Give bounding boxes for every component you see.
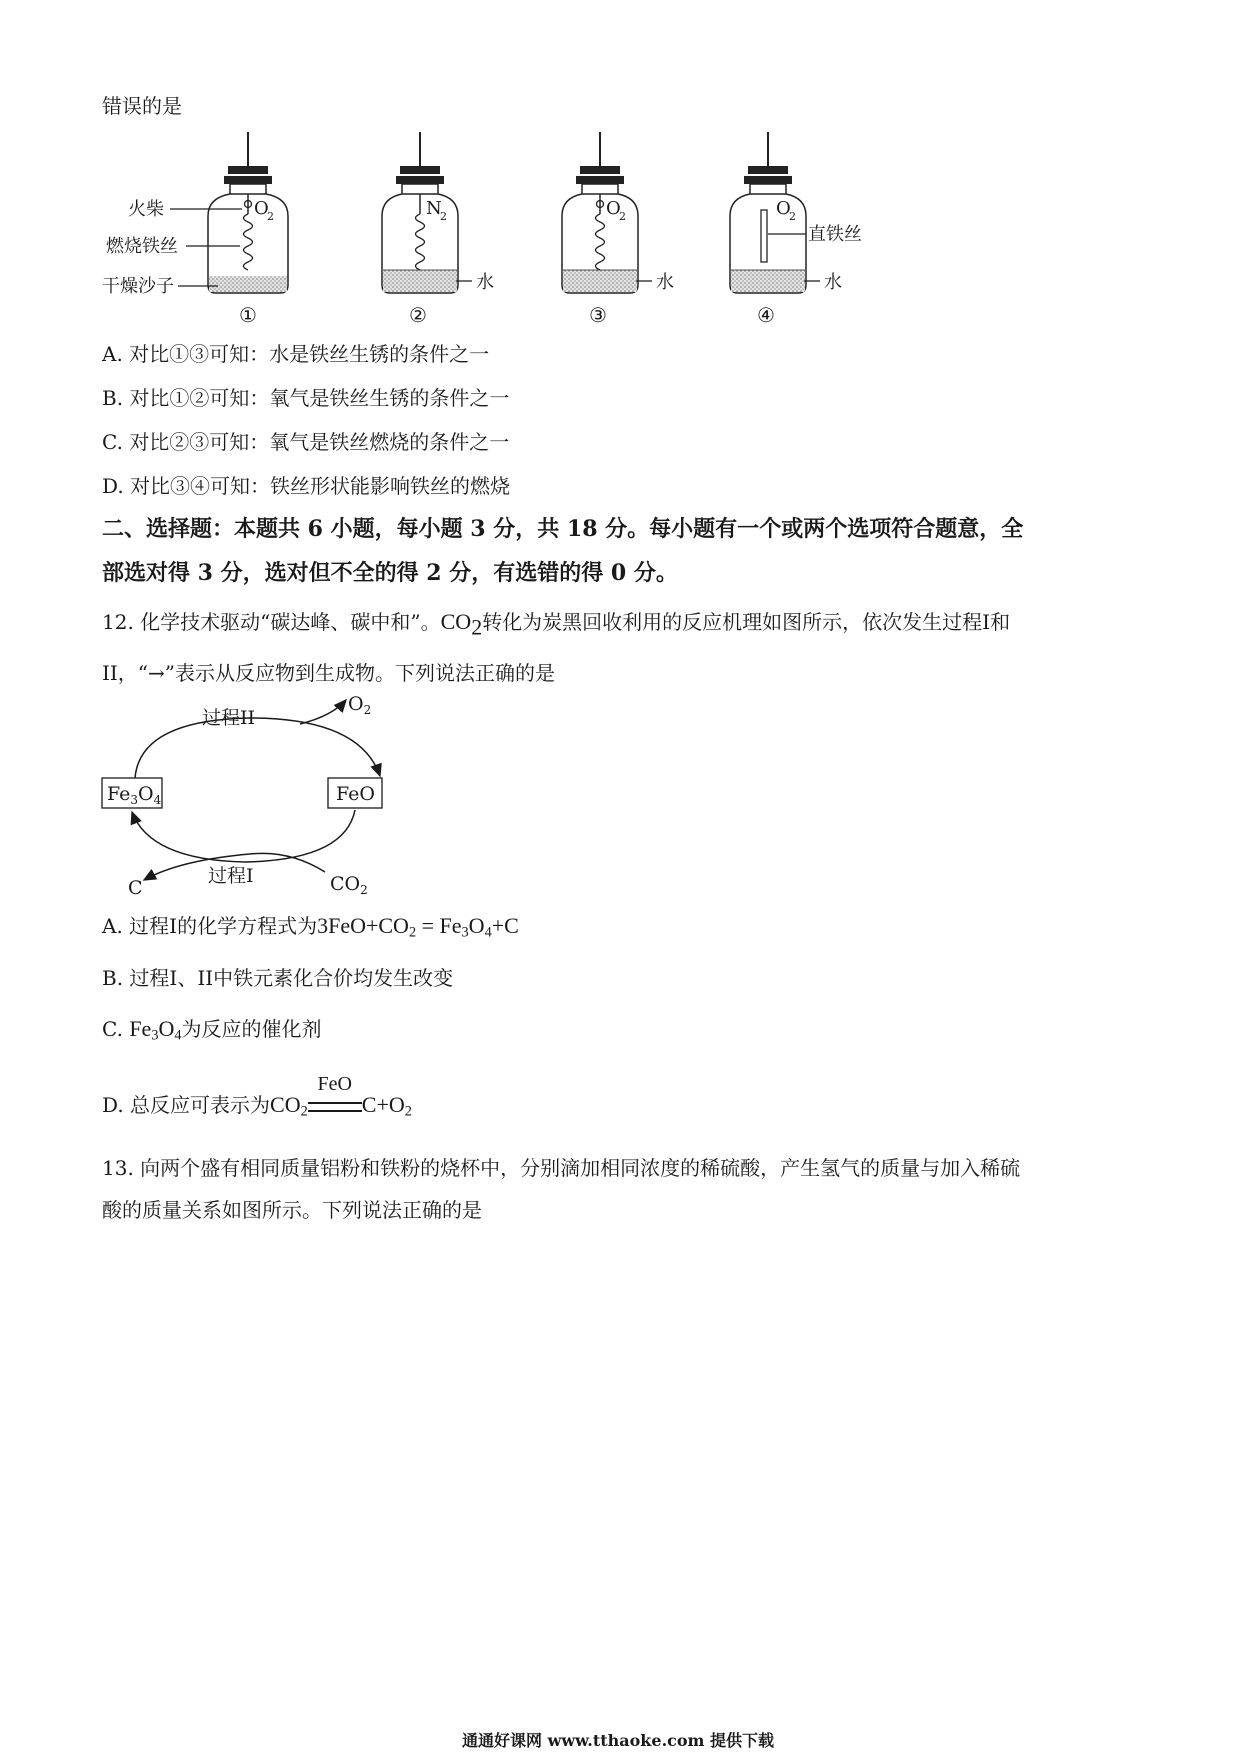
c-label: C [128, 877, 143, 899]
feo-node: FeO [336, 783, 375, 805]
q12-option-a: A. 过程I的化学方程式为$3FeO+CO_2 = Fe_3O_4+C$ [102, 913, 519, 941]
catalyst-equals-sign: FeO [308, 1096, 362, 1112]
q13-stem-line1: 13. 向两个盛有相同质量铝粉和铁粉的烧杯中，分别滴加相同浓度的稀硫酸，产生氢气的质量与加入稀硫 [102, 1156, 1021, 1180]
jar-2 [382, 132, 494, 327]
jar1-number: ① [239, 303, 257, 327]
jar3-gas-label: O [606, 198, 621, 219]
jar2-gas-label: N [426, 198, 442, 219]
jar4-gas-label: O [776, 198, 791, 219]
q13-stem-line2: 酸的质量关系如图所示。下列说法正确的是 [102, 1198, 482, 1222]
jar-experiment-figure [100, 130, 920, 330]
q12-option-b: B. 过程I、II中铁元素化合价均发生改变 [102, 966, 454, 990]
jar-4 [730, 132, 862, 327]
jar-3 [562, 132, 674, 327]
process1-label: 过程I [208, 865, 254, 887]
jar2-number: ② [409, 303, 427, 327]
process2-label: 过程II [202, 707, 256, 729]
q12-stem-line1: 12. 化学技术驱动“碳达峰、碳中和”。$CO_2$转化为炭黑回收利用的反应机理如图所示，依次发生过程I和 [102, 609, 1011, 640]
jar2-water-label: 水 [476, 272, 494, 293]
q11-option-d: D. 对比③④可知：铁丝形状能影响铁丝的燃烧 [102, 474, 511, 498]
straight-wire-label: 直铁丝 [808, 224, 862, 245]
co2-label: $CO_2$ [330, 873, 368, 897]
footer-watermark: 通通好课网 www.tthaoke.com 提供下载 [462, 1731, 775, 1750]
q11-option-c: C. 对比②③可知：氧气是铁丝燃烧的条件之一 [102, 430, 510, 454]
q11-option-a: A. 对比①③可知：水是铁丝生锈的条件之一 [102, 342, 490, 366]
svg-text:2: 2 [440, 210, 447, 223]
fe3o4-node: $Fe_3O_4$ [107, 783, 162, 807]
section2-header-line2: 部选对得 3 分，选对但不全的得 2 分，有选错的得 0 分。 [102, 560, 678, 586]
section2-header-line1: 二、选择题：本题共 6 小题，每小题 3 分，共 18 分。每小题有一个或两个选项符合题意，全 [102, 516, 1024, 542]
match-label: 火柴 [128, 199, 164, 220]
intro-text: 错误的是 [102, 94, 182, 118]
q12-option-c: C. $Fe_3O_4$为反应的催化剂 [102, 1016, 322, 1044]
svg-text:2: 2 [789, 210, 796, 223]
wire-label: 燃烧铁丝 [106, 236, 178, 257]
q11-option-b: B. 对比①②可知：氧气是铁丝生锈的条件之一 [102, 386, 510, 410]
jar-1 [102, 132, 288, 327]
svg-text:2: 2 [619, 210, 626, 223]
sand-label: 干燥沙子 [102, 276, 174, 297]
q12-option-d: D. 总反应可表示为$CO_2$ FeO $C+O_2$ [102, 1073, 412, 1120]
q12-stem-line2: II，“→”表示从反应物到生成物。下列说法正确的是 [102, 661, 556, 685]
reaction-cycle-diagram [100, 690, 420, 900]
o2-label: $O_2$ [348, 693, 372, 717]
jar3-number: ③ [589, 303, 607, 327]
jar4-water-label: 水 [824, 272, 842, 293]
svg-text:2: 2 [267, 210, 274, 223]
jar1-gas-label: O [254, 198, 269, 219]
jar4-number: ④ [757, 303, 775, 327]
jar3-water-label: 水 [656, 272, 674, 293]
